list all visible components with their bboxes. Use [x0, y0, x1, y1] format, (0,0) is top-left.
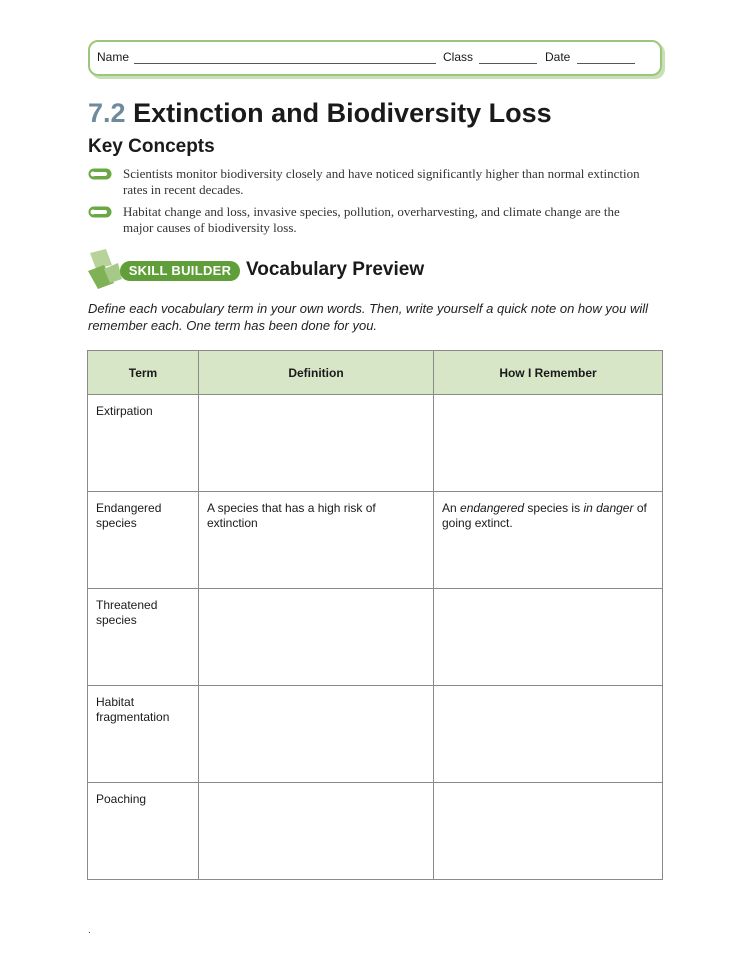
column-header-definition: Definition: [199, 351, 434, 395]
key-concept-1: [88, 166, 648, 200]
remember-cell[interactable]: [434, 686, 663, 783]
term-cell: Threatened species: [88, 589, 199, 686]
definition-cell[interactable]: [199, 395, 434, 492]
term-cell: Habitat fragmentation: [88, 686, 199, 783]
section-number: 7.2: [88, 98, 126, 128]
skill-builder-badge: SKILL BUILDER: [120, 261, 240, 281]
definition-cell[interactable]: [199, 589, 434, 686]
definition-cell[interactable]: [199, 783, 434, 880]
term-cell: Endangered species: [88, 492, 199, 589]
column-header-how-i-remember: How I Remember: [434, 351, 663, 395]
key-concepts-heading: Key Concepts: [88, 136, 215, 157]
key-concept-text: Scientists monitor biodiversity closely and have noticed significantly higher than normal extinction rates in recent decades.: [123, 166, 640, 197]
vocabulary-preview-title: Vocabulary Preview: [246, 259, 425, 280]
name-field[interactable]: [134, 63, 436, 64]
key-concept-2: [88, 204, 648, 238]
date-field[interactable]: [577, 63, 635, 64]
name-label: Name: [97, 50, 130, 64]
definition-cell: A species that has a high risk of extinction: [199, 492, 434, 589]
key-concept-text: Habitat change and loss, invasive species, pollution, overharvesting, and climate change are the major causes of biodiversity loss.: [123, 204, 620, 235]
remember-text: An: [442, 501, 461, 515]
remember-emphasis: in danger: [583, 501, 634, 515]
table-row: [88, 686, 663, 783]
key-icon: [88, 206, 112, 218]
class-field[interactable]: [479, 63, 537, 64]
column-header-term: Term: [88, 351, 199, 395]
table-row: [88, 783, 663, 880]
section-title: Extinction and Biodiversity Loss: [133, 98, 552, 128]
remember-text: species is: [524, 501, 584, 515]
instructions: Define each vocabulary term in your own words. Then, write yourself a quick note on how you will remember each. One term has been done for you.: [88, 301, 648, 333]
key-icon: [88, 168, 112, 180]
term-cell: Extirpation: [88, 395, 199, 492]
footer-mark: .: [88, 925, 91, 936]
table-row: [88, 492, 663, 589]
remember-emphasis: endangered: [460, 501, 525, 515]
remember-text: of going extinct.: [442, 501, 647, 530]
remember-cell[interactable]: [434, 395, 663, 492]
class-label: Class: [443, 50, 474, 64]
page-title: [88, 98, 552, 129]
puzzle-icon: [86, 249, 122, 293]
student-info-box: [88, 40, 662, 76]
date-label: Date: [545, 50, 571, 64]
table-header-row: [88, 351, 663, 395]
term-cell: Poaching: [88, 783, 199, 880]
remember-cell[interactable]: [434, 589, 663, 686]
remember-cell[interactable]: [434, 783, 663, 880]
definition-cell[interactable]: [199, 686, 434, 783]
table-row: [88, 589, 663, 686]
remember-cell: [434, 492, 663, 589]
vocabulary-table: [87, 350, 663, 880]
table-row: [88, 395, 663, 492]
